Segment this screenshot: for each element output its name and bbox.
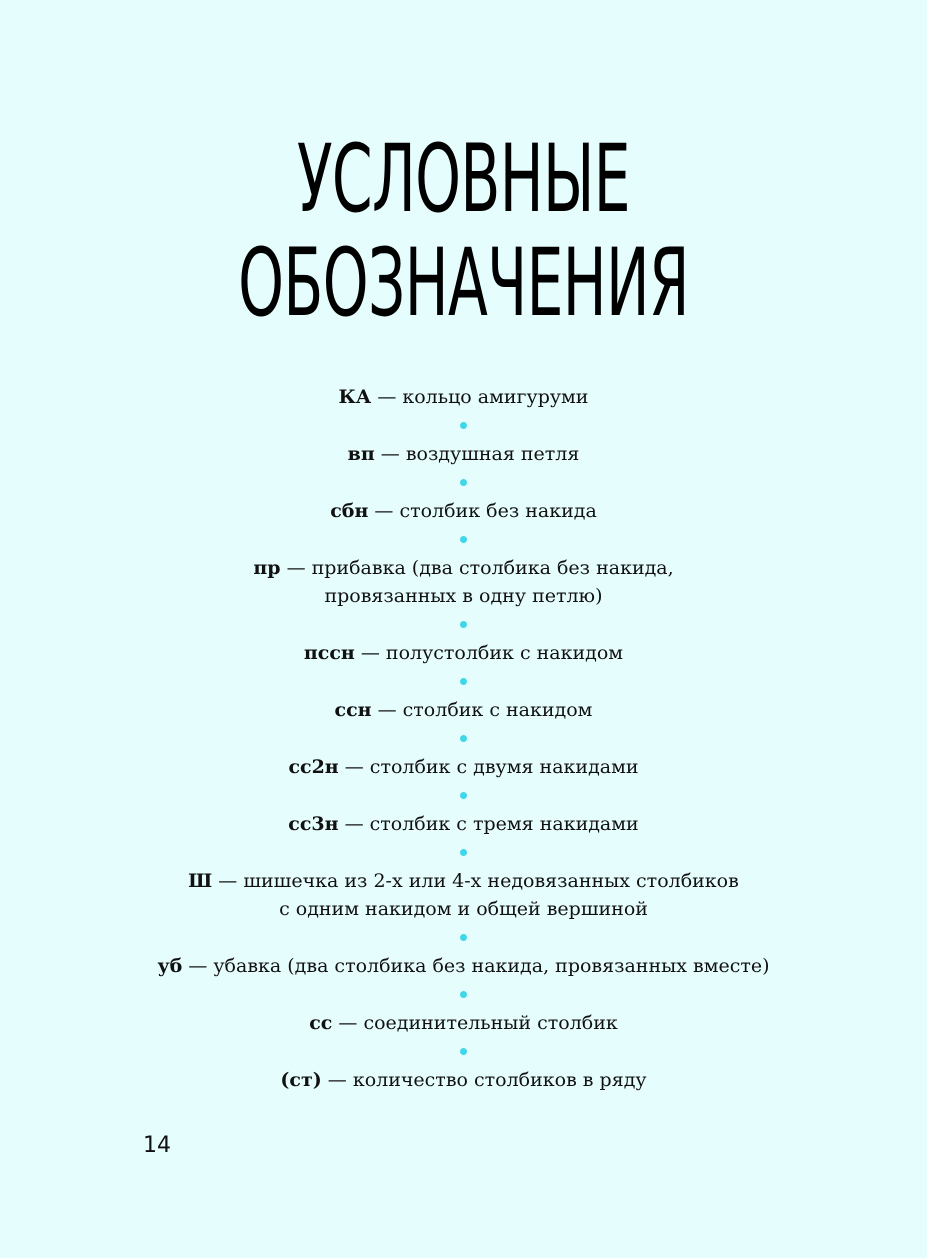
legend-entry-st <box>0 1066 927 1094</box>
legend-description: — количество столбиков в ряду <box>321 1069 647 1091</box>
legend-abbr: (ст) <box>280 1069 322 1091</box>
separator-dot <box>460 422 467 429</box>
legend-entry-ss2n <box>0 753 927 781</box>
legend-abbr: пссн <box>303 642 355 664</box>
legend-description: — убавка (два столбика без накида, провязанных вместе) <box>182 955 770 977</box>
legend-entry-sbn <box>0 497 927 525</box>
legend-description-continued: с одним накидом и общей вершиной <box>279 898 648 920</box>
separator-dot <box>460 536 467 543</box>
separator-dot <box>460 792 467 799</box>
legend-abbr: пр <box>253 557 281 579</box>
legend-entry-ub <box>0 952 927 980</box>
legend-description: — столбик с тремя накидами <box>338 813 639 835</box>
legend-entry-ka <box>0 383 927 411</box>
legend-abbr: сс <box>309 1012 333 1034</box>
page-title <box>0 125 927 338</box>
separator-dot <box>460 991 467 998</box>
legend-description-continued: провязанных в одну петлю) <box>324 585 603 607</box>
legend-entry-ssn <box>0 696 927 724</box>
legend-description: — полустолбик с накидом <box>354 642 624 664</box>
legend-description: — воздушная петля <box>374 443 580 465</box>
legend-description: — кольцо амигуруми <box>371 386 589 408</box>
legend-description: — столбик без накида <box>368 500 597 522</box>
legend-abbr: уб <box>157 955 183 977</box>
legend-abbr: вп <box>347 443 375 465</box>
legend-entry-vp <box>0 440 927 468</box>
legend-abbr: КА <box>338 386 372 408</box>
legend-abbr: сбн <box>330 500 369 522</box>
legend-description: — соединительный столбик <box>332 1012 618 1034</box>
page-number: 14 <box>143 1133 171 1158</box>
page-title-line-1: УСЛОВНЫЕ <box>297 125 630 234</box>
legend-abbr: сс2н <box>288 756 339 778</box>
page-title-line-2: ОБОЗНАЧЕНИЯ <box>238 229 689 338</box>
legend-abbr: ссн <box>334 699 372 721</box>
separator-dot <box>460 934 467 941</box>
separator-dot <box>460 849 467 856</box>
legend-entry-pssn <box>0 639 927 667</box>
separator-dot <box>460 621 467 628</box>
legend-description: — столбик с двумя накидами <box>338 756 639 778</box>
legend-abbr: Ш <box>188 870 213 892</box>
legend-description: — прибавка (два столбика без накида, <box>280 557 674 579</box>
legend-entry-ss <box>0 1009 927 1037</box>
abbreviations-legend <box>0 383 927 1094</box>
separator-dot <box>460 678 467 685</box>
legend-entry-pr <box>0 554 927 610</box>
legend-abbr: сс3н <box>288 813 339 835</box>
separator-dot <box>460 1048 467 1055</box>
legend-entry-sh <box>0 867 927 923</box>
separator-dot <box>460 479 467 486</box>
legend-description: — шишечка из 2-х или 4-х недовязанных столбиков <box>212 870 739 892</box>
legend-entry-ss3n <box>0 810 927 838</box>
separator-dot <box>460 735 467 742</box>
legend-description: — столбик с накидом <box>371 699 593 721</box>
